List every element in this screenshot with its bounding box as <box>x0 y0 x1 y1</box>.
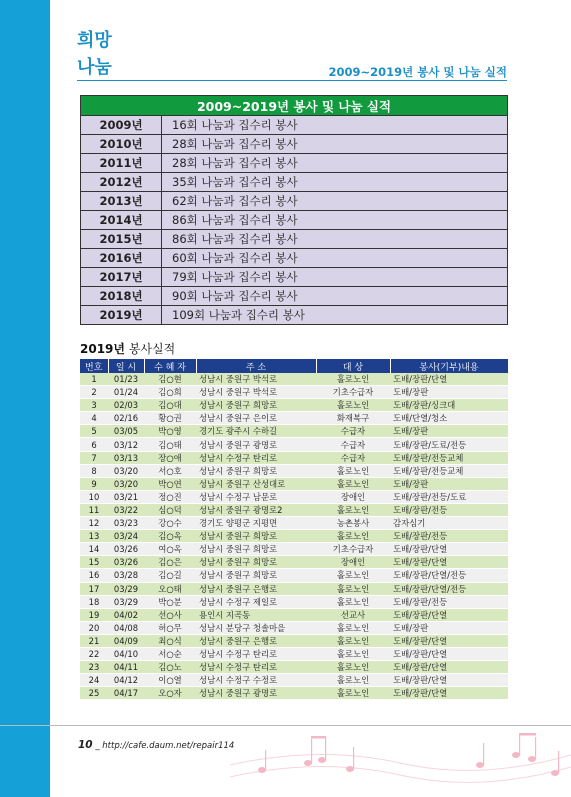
row-recipient: 심○덕 <box>144 503 196 516</box>
row-date: 03/28 <box>108 569 144 582</box>
row-number: 9 <box>80 477 108 490</box>
summary-year: 2010년 <box>81 135 162 154</box>
row-target: 장애인 <box>316 490 390 503</box>
row-recipient: 서○순 <box>144 647 196 660</box>
table-row <box>80 661 508 674</box>
summary-row <box>81 230 508 249</box>
row-number: 11 <box>80 503 108 516</box>
row-date: 01/23 <box>108 373 144 386</box>
row-address: 성남시 중원구 희망로 <box>196 399 316 412</box>
row-number: 5 <box>80 425 108 438</box>
row-number: 15 <box>80 556 108 569</box>
table-row <box>80 556 508 569</box>
row-recipient: 장○애 <box>144 451 196 464</box>
row-target: 수급자 <box>316 451 390 464</box>
row-recipient: 여○옥 <box>144 543 196 556</box>
row-date: 03/05 <box>108 425 144 438</box>
row-date: 02/03 <box>108 399 144 412</box>
row-address: 성남시 분당구 청솔마을 <box>196 621 316 634</box>
row-content: 도배/장판 <box>390 477 508 490</box>
row-recipient: 오○자 <box>144 687 196 700</box>
row-target: 장애인 <box>316 556 390 569</box>
table-row <box>80 595 508 608</box>
row-target: 홀로노인 <box>316 464 390 477</box>
table-row <box>80 503 508 516</box>
row-address: 용인시 지곡동 <box>196 608 316 621</box>
summary-description: 86회 나눔과 집수리 봉사 <box>162 211 508 230</box>
table-row <box>80 634 508 647</box>
row-recipient: 선○사 <box>144 608 196 621</box>
row-content: 도배/장판/단열 <box>390 687 508 700</box>
row-content: 도배/장판/전등 <box>390 503 508 516</box>
row-date: 03/22 <box>108 503 144 516</box>
row-content: 도배/단열/청소 <box>390 412 508 425</box>
col-header-number: 번호 <box>80 359 108 373</box>
row-content: 도배/장판/단열 <box>390 373 508 386</box>
summary-row <box>81 116 508 135</box>
row-address: 성남시 중원구 희망로 <box>196 556 316 569</box>
row-date: 04/11 <box>108 661 144 674</box>
row-content: 도배/장판/단열 <box>390 647 508 660</box>
row-content: 감자심기 <box>390 517 508 530</box>
row-target: 홀로노인 <box>316 661 390 674</box>
row-address: 성남시 중원구 박석로 <box>196 373 316 386</box>
row-content: 도배/장판/단열/전등 <box>390 582 508 595</box>
summary-row <box>81 306 508 325</box>
row-number: 4 <box>80 412 108 425</box>
row-recipient: 김○옥 <box>144 530 196 543</box>
row-date: 02/16 <box>108 412 144 425</box>
row-content: 도배/장판/단열/전등 <box>390 569 508 582</box>
summary-table <box>80 95 508 325</box>
activity-title-text: 봉사실적 <box>128 342 176 356</box>
row-recipient: 김○노 <box>144 661 196 674</box>
summary-description: 28회 나눔과 집수리 봉사 <box>162 135 508 154</box>
row-number: 16 <box>80 569 108 582</box>
row-date: 03/20 <box>108 464 144 477</box>
row-recipient: 황○권 <box>144 412 196 425</box>
row-date: 03/13 <box>108 451 144 464</box>
row-recipient: 최○식 <box>144 634 196 647</box>
row-target: 홀로노인 <box>316 569 390 582</box>
row-content: 도배/장판/단열 <box>390 543 508 556</box>
summary-year: 2014년 <box>81 211 162 230</box>
page-number: 10 <box>78 739 93 751</box>
row-content: 도배/장판/싱크대 <box>390 399 508 412</box>
summary-table-title: 2009~2019년 봉사 및 나눔 실적 <box>81 96 508 116</box>
row-content: 도배/장판/전등교체 <box>390 464 508 477</box>
row-date: 03/24 <box>108 530 144 543</box>
row-address: 성남시 중원구 은행로 <box>196 634 316 647</box>
row-date: 03/29 <box>108 582 144 595</box>
row-number: 13 <box>80 530 108 543</box>
row-content: 도배/장판 <box>390 621 508 634</box>
row-target: 홀로노인 <box>316 477 390 490</box>
summary-description: 86회 나눔과 집수리 봉사 <box>162 230 508 249</box>
row-recipient: 김○은 <box>144 556 196 569</box>
page-subtitle: 2009~2019년 봉사 및 나눔 실적 <box>328 65 507 79</box>
row-number: 19 <box>80 608 108 621</box>
summary-year: 2018년 <box>81 287 162 306</box>
row-number: 18 <box>80 595 108 608</box>
table-row <box>80 386 508 399</box>
table-row <box>80 412 508 425</box>
row-target: 기초수급자 <box>316 386 390 399</box>
summary-row <box>81 192 508 211</box>
row-number: 21 <box>80 634 108 647</box>
row-address: 경기도 양평군 지평면 <box>196 517 316 530</box>
row-number: 24 <box>80 674 108 687</box>
row-date: 04/09 <box>108 634 144 647</box>
row-number: 14 <box>80 543 108 556</box>
row-date: 04/17 <box>108 687 144 700</box>
row-number: 1 <box>80 373 108 386</box>
row-number: 25 <box>80 687 108 700</box>
row-date: 03/20 <box>108 477 144 490</box>
row-target: 홀로노인 <box>316 582 390 595</box>
table-row <box>80 530 508 543</box>
row-address: 성남시 중원구 희망로 <box>196 543 316 556</box>
summary-row <box>81 287 508 306</box>
row-number: 3 <box>80 399 108 412</box>
table-row <box>80 451 508 464</box>
summary-description: 60회 나눔과 집수리 봉사 <box>162 249 508 268</box>
row-content: 도배/장판 <box>390 425 508 438</box>
table-row <box>80 438 508 451</box>
row-number: 20 <box>80 621 108 634</box>
summary-row <box>81 268 508 287</box>
row-content: 도배/장판/단열 <box>390 674 508 687</box>
summary-description: 109회 나눔과 집수리 봉사 <box>162 306 508 325</box>
row-date: 04/10 <box>108 647 144 660</box>
row-address: 성남시 중원구 광명로2 <box>196 503 316 516</box>
row-date: 03/12 <box>108 438 144 451</box>
music-notes-decoration <box>230 725 571 795</box>
table-row <box>80 674 508 687</box>
col-header-address: 주 소 <box>196 359 316 373</box>
row-date: 03/26 <box>108 543 144 556</box>
row-recipient: 김○희 <box>144 386 196 399</box>
row-recipient: 정○진 <box>144 490 196 503</box>
row-content: 도배/장판/전등/도료 <box>390 490 508 503</box>
row-number: 6 <box>80 438 108 451</box>
table-row <box>80 477 508 490</box>
row-recipient: 강○수 <box>144 517 196 530</box>
row-target: 홀로노인 <box>316 674 390 687</box>
row-content: 도배/장판 <box>390 386 508 399</box>
row-content: 도배/장판/단열 <box>390 634 508 647</box>
col-header-recipient: 수 혜 자 <box>144 359 196 373</box>
row-date: 03/23 <box>108 517 144 530</box>
row-number: 17 <box>80 582 108 595</box>
row-target: 화재복구 <box>316 412 390 425</box>
col-header-target: 대 상 <box>316 359 390 373</box>
row-target: 수급자 <box>316 425 390 438</box>
row-target: 홀로노인 <box>316 399 390 412</box>
row-content: 도배/장판/전등교체 <box>390 451 508 464</box>
row-address: 성남시 중원구 희망로 <box>196 530 316 543</box>
row-date: 03/26 <box>108 556 144 569</box>
row-date: 03/29 <box>108 595 144 608</box>
row-address: 성남시 수정구 탄리로 <box>196 661 316 674</box>
table-row <box>80 425 508 438</box>
summary-description: 35회 나눔과 집수리 봉사 <box>162 173 508 192</box>
left-color-bar <box>0 0 50 797</box>
row-recipient: 김○현 <box>144 373 196 386</box>
row-content: 도배/장판/단열 <box>390 661 508 674</box>
row-date: 04/12 <box>108 674 144 687</box>
row-address: 성남시 수정구 제일로 <box>196 595 316 608</box>
row-target: 홀로노인 <box>316 373 390 386</box>
col-header-content: 봉사(기부)내용 <box>390 359 508 373</box>
row-content: 도배/장판/도료/전등 <box>390 438 508 451</box>
table-row <box>80 399 508 412</box>
row-target: 홀로노인 <box>316 647 390 660</box>
row-address: 성남시 중원구 희망로 <box>196 464 316 477</box>
summary-header-row <box>81 96 508 116</box>
table-row <box>80 543 508 556</box>
row-date: 04/02 <box>108 608 144 621</box>
row-target: 홀로노인 <box>316 530 390 543</box>
summary-year: 2017년 <box>81 268 162 287</box>
row-number: 7 <box>80 451 108 464</box>
summary-row <box>81 154 508 173</box>
summary-row <box>81 249 508 268</box>
row-recipient: 이○열 <box>144 674 196 687</box>
table-row <box>80 647 508 660</box>
row-target: 홀로노인 <box>316 634 390 647</box>
row-address: 성남시 중원구 은행로 <box>196 582 316 595</box>
row-target: 홀로노인 <box>316 503 390 516</box>
summary-description: 62회 나눔과 집수리 봉사 <box>162 192 508 211</box>
table-row <box>80 687 508 700</box>
activity-table <box>80 359 509 700</box>
footer-url: _ http://cafe.daum.net/repair114 <box>95 741 235 751</box>
row-date: 01/24 <box>108 386 144 399</box>
row-address: 경기도 광주시 수하길 <box>196 425 316 438</box>
row-address: 성남시 중원구 광명로 <box>196 687 316 700</box>
summary-row <box>81 211 508 230</box>
section-title-line2: 나눔 <box>77 57 112 78</box>
summary-year: 2016년 <box>81 249 162 268</box>
row-content: 도배/장판/단열 <box>390 556 508 569</box>
row-recipient: 박○영 <box>144 425 196 438</box>
table-row <box>80 373 508 386</box>
row-recipient: 박○연 <box>144 477 196 490</box>
row-address: 성남시 수정구 탄리로 <box>196 647 316 660</box>
summary-year: 2012년 <box>81 173 162 192</box>
summary-year: 2011년 <box>81 154 162 173</box>
summary-description: 16회 나눔과 집수리 봉사 <box>162 116 508 135</box>
row-address: 성남시 중원구 산성대로 <box>196 477 316 490</box>
table-row <box>80 490 508 503</box>
row-address: 성남시 중원구 광명로 <box>196 438 316 451</box>
row-recipient: 김○길 <box>144 569 196 582</box>
summary-year: 2015년 <box>81 230 162 249</box>
row-content: 도배/장판/단열 <box>390 608 508 621</box>
row-target: 기초수급자 <box>316 543 390 556</box>
activity-section-title <box>80 340 175 357</box>
summary-year: 2009년 <box>81 116 162 135</box>
summary-row <box>81 135 508 154</box>
row-recipient: 김○태 <box>144 438 196 451</box>
row-number: 12 <box>80 517 108 530</box>
row-target: 홀로노인 <box>316 687 390 700</box>
row-recipient: 김○대 <box>144 399 196 412</box>
section-title-line1: 희망 <box>77 30 112 51</box>
row-recipient: 박○분 <box>144 595 196 608</box>
row-content: 도배/장판/전등 <box>390 595 508 608</box>
row-target: 홀로노인 <box>316 595 390 608</box>
summary-description: 90회 나눔과 집수리 봉사 <box>162 287 508 306</box>
row-recipient: 오○태 <box>144 582 196 595</box>
row-address: 성남시 수정구 남문로 <box>196 490 316 503</box>
summary-row <box>81 173 508 192</box>
row-number: 10 <box>80 490 108 503</box>
summary-description: 79회 나눔과 집수리 봉사 <box>162 268 508 287</box>
table-row <box>80 464 508 477</box>
activity-header-row <box>80 359 508 373</box>
table-row <box>80 517 508 530</box>
table-row <box>80 621 508 634</box>
row-target: 농촌봉사 <box>316 517 390 530</box>
header-divider <box>77 80 507 81</box>
table-row <box>80 569 508 582</box>
activity-title-year: 2019년 <box>80 342 125 356</box>
row-number: 23 <box>80 661 108 674</box>
row-date: 03/21 <box>108 490 144 503</box>
row-recipient: 서○호 <box>144 464 196 477</box>
row-number: 2 <box>80 386 108 399</box>
table-row <box>80 608 508 621</box>
row-address: 성남시 수정구 수정로 <box>196 674 316 687</box>
row-address: 성남시 수정구 탄리로 <box>196 451 316 464</box>
summary-year: 2019년 <box>81 306 162 325</box>
row-number: 8 <box>80 464 108 477</box>
row-date: 04/08 <box>108 621 144 634</box>
row-address: 성남시 중원구 희망로 <box>196 569 316 582</box>
table-row <box>80 582 508 595</box>
col-header-date: 일 시 <box>108 359 144 373</box>
row-target: 선교사 <box>316 608 390 621</box>
row-content: 도배/장판/전등 <box>390 530 508 543</box>
row-recipient: 허○무 <box>144 621 196 634</box>
summary-year: 2013년 <box>81 192 162 211</box>
row-target: 홀로노인 <box>316 621 390 634</box>
row-address: 성남시 중원구 은이로 <box>196 412 316 425</box>
row-number: 22 <box>80 647 108 660</box>
summary-description: 28회 나눔과 집수리 봉사 <box>162 154 508 173</box>
row-target: 수급자 <box>316 438 390 451</box>
page-footer <box>78 739 234 751</box>
row-address: 성남시 중원구 박석로 <box>196 386 316 399</box>
